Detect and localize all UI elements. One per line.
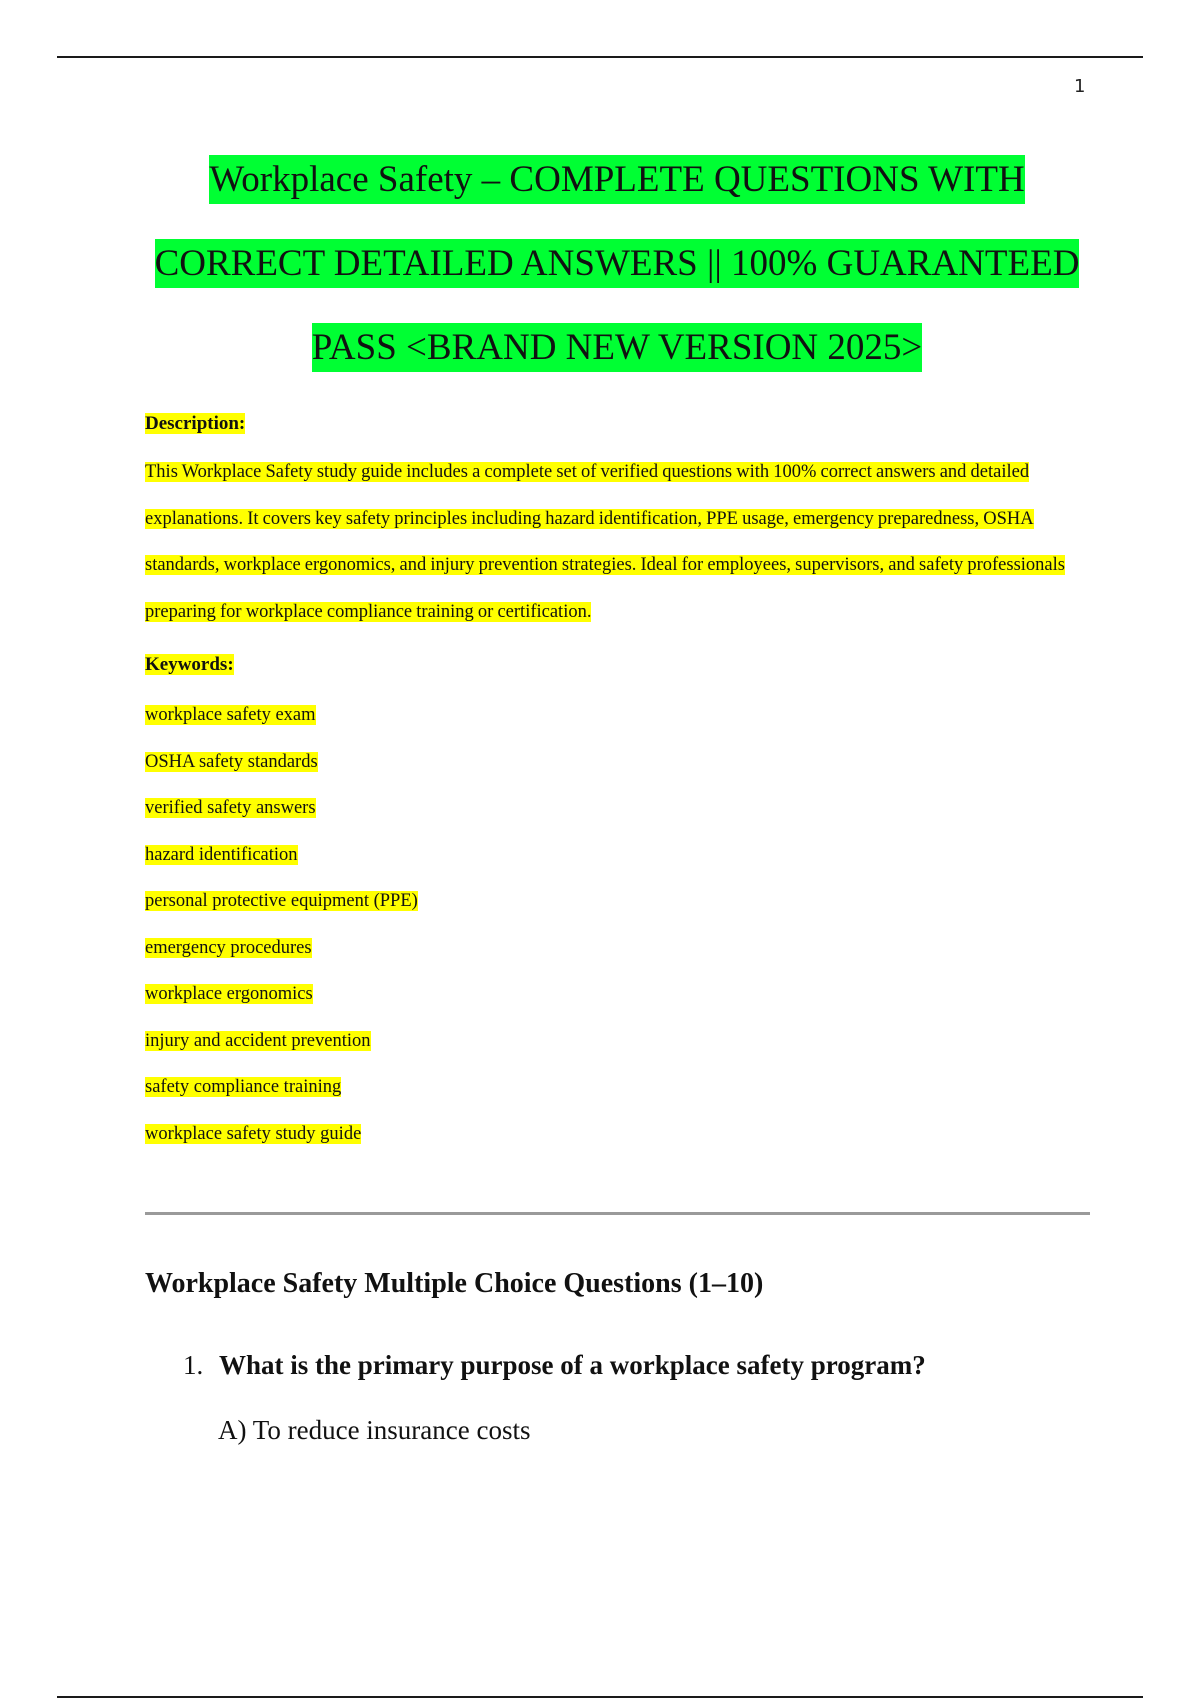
title-line	[0, 138, 1200, 222]
description-body: This Workplace Safety study guide includes a complete set of verified questions with 100% correct answers and detailed explanations. It covers key safety principles including hazard identification, PPE usage, emergency preparedness, OSHA standards, workplace ergonomics, and injury prevention strategies. Ideal for employees, supervisors, and safety professionals preparing for workplace compliance training or certification.	[145, 462, 1065, 622]
keyword-item	[145, 1018, 1090, 1065]
keyword-item	[145, 971, 1090, 1018]
keyword-item	[145, 1064, 1090, 1111]
keyword-text: injury and accident prevention	[145, 1030, 371, 1051]
keyword-text: verified safety answers	[145, 798, 316, 818]
description-text	[145, 449, 1090, 635]
keyword-item	[145, 1111, 1090, 1158]
keyword-list	[145, 692, 1090, 1157]
keyword-text: OSHA safety standards	[145, 751, 318, 772]
title-line-text: PASS <BRAND NEW VERSION 2025>	[312, 323, 923, 372]
keyword-text: personal protective equipment (PPE)	[145, 891, 418, 911]
intro-content	[145, 408, 1090, 1157]
keyword-item	[145, 925, 1090, 972]
keywords-label-text: Keywords:	[145, 654, 234, 675]
section-heading: Workplace Safety Multiple Choice Questions (1–10)	[145, 1268, 764, 1299]
document-title	[0, 138, 1200, 390]
question-1	[183, 1347, 926, 1383]
header-rule	[57, 56, 1143, 58]
title-line	[0, 222, 1200, 306]
page-number: 1	[1074, 76, 1086, 97]
section-divider	[145, 1212, 1090, 1215]
keyword-item	[145, 692, 1090, 739]
keywords-label	[145, 649, 1090, 681]
title-line-text: Workplace Safety – COMPLETE QUESTIONS WITH	[209, 155, 1024, 204]
description-label-text: Description:	[145, 413, 246, 434]
keyword-text: emergency procedures	[145, 937, 312, 958]
description-label	[145, 408, 1090, 440]
keyword-text: safety compliance training	[145, 1077, 342, 1097]
keyword-text: workplace safety study guide	[145, 1123, 362, 1144]
answer-option-a: A) To reduce insurance costs	[218, 1415, 531, 1445]
question-text: What is the primary purpose of a workplace safety program?	[219, 1350, 926, 1380]
footer-rule	[57, 1696, 1143, 1698]
title-line	[0, 306, 1200, 390]
keyword-item	[145, 878, 1090, 925]
keyword-text: hazard identification	[145, 844, 298, 865]
keyword-item	[145, 785, 1090, 832]
keyword-text: workplace ergonomics	[145, 984, 313, 1004]
title-line-text: CORRECT DETAILED ANSWERS || 100% GUARANTEED	[155, 239, 1080, 288]
question-number: 1.	[183, 1350, 204, 1380]
keyword-text: workplace safety exam	[145, 705, 316, 725]
keyword-item	[145, 832, 1090, 879]
keyword-item	[145, 739, 1090, 786]
